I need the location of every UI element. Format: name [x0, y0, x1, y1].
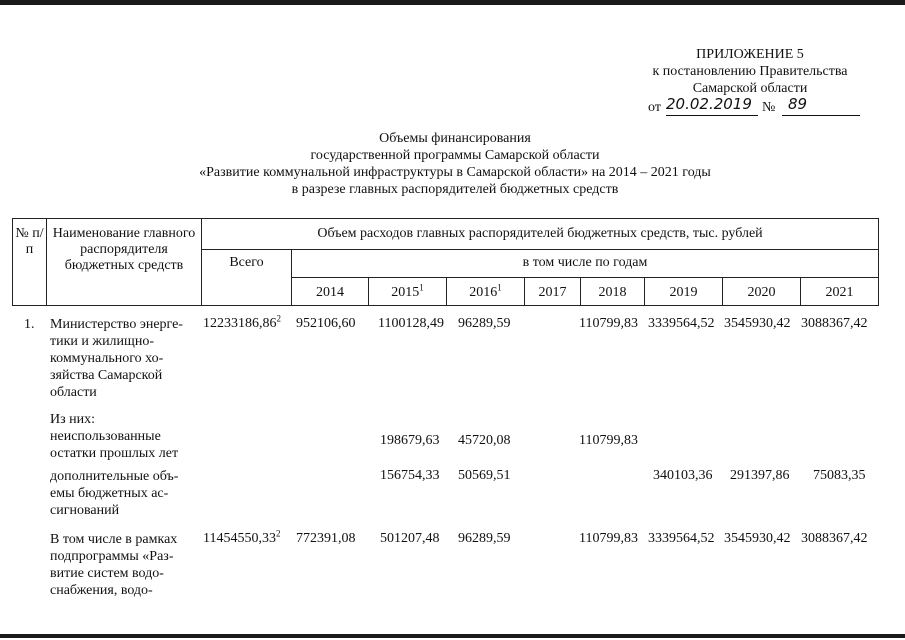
grid-line: [878, 218, 879, 306]
title-line-4: в разрезе главных распорядителей бюджетных средств: [291, 182, 619, 197]
header-year: [292, 285, 368, 301]
value-2020: 291397,86: [730, 468, 790, 483]
value-2016: 96289,59: [458, 531, 511, 546]
year-label: 2017: [538, 285, 567, 300]
total-value: 12233186,86: [203, 316, 277, 331]
header-year: [581, 285, 644, 301]
header-year: [525, 285, 580, 301]
value-2021: 3088367,42: [801, 316, 868, 331]
top-border-rule: [0, 0, 905, 5]
value-2016: 45720,08: [458, 433, 511, 448]
footnote-mark: 2: [276, 313, 281, 324]
footnote-mark: 1: [419, 282, 424, 293]
row-name: дополнительные объ-емы бюджетных ас-сигнований: [50, 469, 179, 518]
row-name: Из них:: [50, 412, 96, 427]
grid-line: [46, 218, 47, 306]
appendix-line-2: Самарской области: [692, 81, 808, 96]
header-year: [447, 282, 524, 301]
value-2020: 3545930,42: [724, 316, 791, 331]
value-2018: 110799,83: [579, 316, 638, 331]
title-line-1: Объемы финансирования: [379, 131, 531, 146]
row-name: неиспользованные остатки прошлых лет: [50, 429, 179, 461]
appendix-line-1: к постановлению Правительства: [652, 64, 848, 79]
header-col-number: № п/п: [15, 226, 44, 257]
row-total: [203, 528, 281, 547]
year-label: 2016: [469, 285, 498, 300]
header-year: [369, 282, 446, 301]
total-value: 11454550,33: [203, 531, 276, 546]
value-2021: 3088367,42: [801, 531, 868, 546]
header-year: [801, 285, 878, 301]
value-2019: 3339564,52: [648, 316, 715, 331]
header-col-volume: Объем расходов главных распорядителей бюджетных средств, тыс. рублей: [317, 226, 763, 241]
value-2016: 96289,59: [458, 316, 511, 331]
grid-line: [291, 277, 879, 278]
appendix-date-number: [648, 97, 860, 117]
header-year: [645, 285, 722, 301]
value-2015: 501207,48: [380, 531, 440, 546]
number-handwritten: 89: [788, 95, 808, 113]
footnote-mark: 2: [275, 528, 281, 539]
footnote-mark: 1: [497, 282, 502, 293]
value-2014: 772391,08: [296, 531, 356, 546]
value-2015: 156754,33: [380, 468, 440, 483]
header-col-name: Наименование главного распорядителя бюджетных средств: [52, 226, 196, 273]
year-label: 2021: [825, 285, 854, 300]
value-2015: 1100128,49: [378, 316, 444, 331]
date-label: от: [648, 100, 661, 115]
date-handwritten: 20.02.2019: [666, 95, 752, 113]
date-underline: [666, 115, 758, 116]
row-number: 1.: [24, 317, 35, 332]
title-line-2: государственной программы Самарской области: [310, 148, 600, 163]
number-underline: [782, 115, 860, 116]
header-year: [723, 285, 800, 301]
appendix-block: [600, 46, 900, 97]
header-col-by-year: в том числе по годам: [522, 255, 648, 270]
value-2015: 198679,63: [380, 433, 440, 448]
value-2018: 110799,83: [579, 531, 638, 546]
title-line-3: «Развитие коммунальной инфраструктуры в Самарской области» на 2014 – 2021 годы: [199, 165, 711, 180]
year-label: 2019: [669, 285, 698, 300]
document-title: [150, 130, 760, 198]
year-label: 2018: [598, 285, 627, 300]
value-2019: 340103,36: [653, 468, 713, 483]
row-name: В том числе в рамках подпрограммы «Раз-витие систем водо-снабжения, водо-: [50, 532, 178, 598]
grid-line: [201, 249, 879, 250]
value-2020: 3545930,42: [724, 531, 791, 546]
year-label: 2015: [391, 285, 420, 300]
year-label: 2014: [316, 285, 344, 300]
number-label: №: [762, 100, 776, 115]
header-col-total: Всего: [229, 255, 264, 270]
row-total: [203, 313, 281, 332]
appendix-title: ПРИЛОЖЕНИЕ 5: [696, 47, 804, 62]
row-name: Министерство энерге-тики и жилищно-коммунального хо-зяйства Самарской области: [50, 317, 183, 400]
bottom-border-rule: [0, 634, 905, 638]
value-2021: 75083,35: [813, 468, 866, 483]
value-2019: 3339564,52: [648, 531, 715, 546]
year-label: 2020: [747, 285, 776, 300]
value-2014: 952106,60: [296, 316, 356, 331]
value-2018: 110799,83: [579, 433, 638, 448]
value-2016: 50569,51: [458, 468, 511, 483]
grid-line: [12, 218, 879, 219]
